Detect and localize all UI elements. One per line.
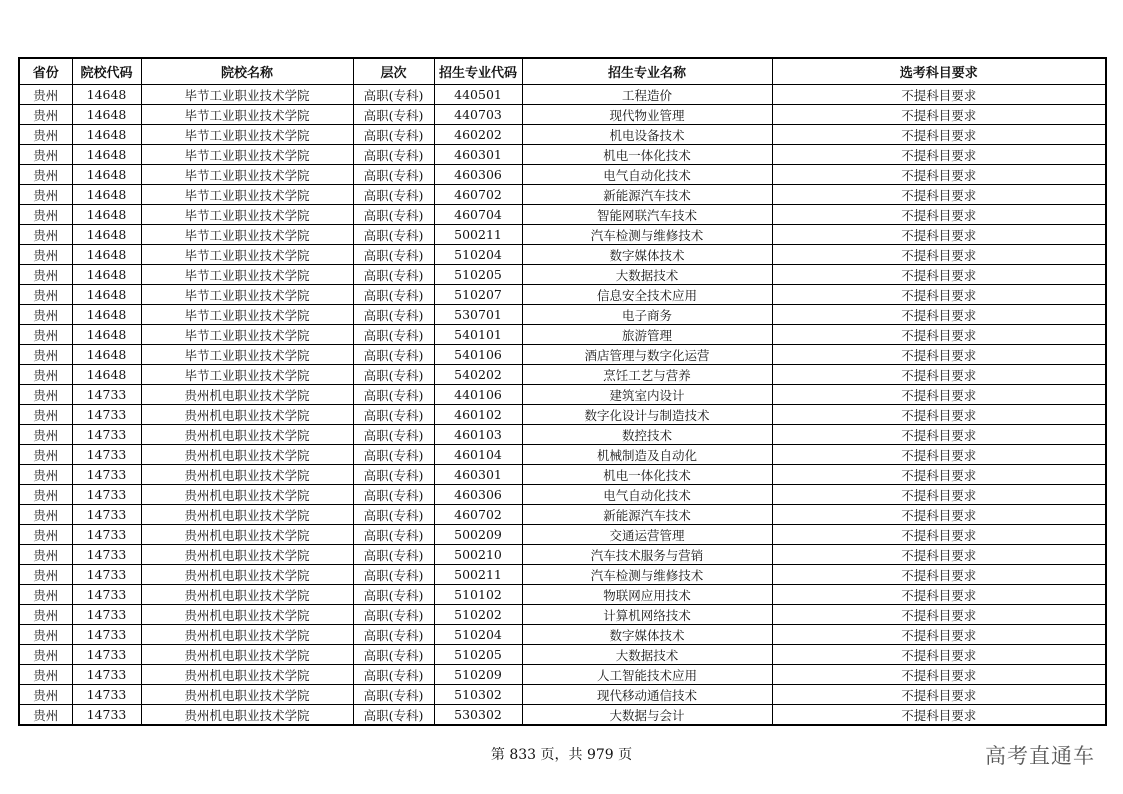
level-cell: 高职(专科)	[353, 85, 434, 105]
school-code-cell: 14648	[72, 105, 141, 125]
school-name-cell: 毕节工业职业技术学院	[141, 125, 353, 145]
school-name-cell: 贵州机电职业技术学院	[141, 685, 353, 705]
table-row	[19, 285, 1106, 305]
major-name-cell: 物联网应用技术	[522, 585, 772, 605]
column-header: 招生专业代码	[434, 58, 522, 85]
province-cell: 贵州	[19, 85, 72, 105]
province-cell: 贵州	[19, 525, 72, 545]
table-row	[19, 325, 1106, 345]
school-code-cell: 14733	[72, 665, 141, 685]
school-name-cell: 毕节工业职业技术学院	[141, 105, 353, 125]
header-row	[19, 58, 1106, 85]
level-cell: 高职(专科)	[353, 245, 434, 265]
province-cell: 贵州	[19, 145, 72, 165]
table-row	[19, 525, 1106, 545]
province-cell: 贵州	[19, 585, 72, 605]
province-cell: 贵州	[19, 565, 72, 585]
school-name-cell: 贵州机电职业技术学院	[141, 645, 353, 665]
subject-requirement-cell: 不提科目要求	[772, 365, 1106, 385]
school-code-cell: 14648	[72, 205, 141, 225]
subject-requirement-cell: 不提科目要求	[772, 385, 1106, 405]
major-code-cell: 510205	[434, 645, 522, 665]
level-cell: 高职(专科)	[353, 345, 434, 365]
subject-requirement-cell: 不提科目要求	[772, 625, 1106, 645]
subject-requirement-cell: 不提科目要求	[772, 165, 1106, 185]
major-name-cell: 大数据与会计	[522, 705, 772, 726]
school-name-cell: 贵州机电职业技术学院	[141, 545, 353, 565]
school-code-cell: 14648	[72, 345, 141, 365]
school-code-cell: 14733	[72, 605, 141, 625]
school-code-cell: 14733	[72, 625, 141, 645]
school-name-cell: 毕节工业职业技术学院	[141, 345, 353, 365]
major-name-cell: 汽车技术服务与营销	[522, 545, 772, 565]
major-name-cell: 电子商务	[522, 305, 772, 325]
level-cell: 高职(专科)	[353, 405, 434, 425]
major-name-cell: 数控技术	[522, 425, 772, 445]
level-cell: 高职(专科)	[353, 325, 434, 345]
table-row	[19, 265, 1106, 285]
table-row	[19, 665, 1106, 685]
major-code-cell: 540202	[434, 365, 522, 385]
school-code-cell: 14648	[72, 125, 141, 145]
subject-requirement-cell: 不提科目要求	[772, 245, 1106, 265]
table-row	[19, 705, 1106, 726]
major-name-cell: 新能源汽车技术	[522, 505, 772, 525]
school-name-cell: 贵州机电职业技术学院	[141, 425, 353, 445]
subject-requirement-cell: 不提科目要求	[772, 645, 1106, 665]
major-name-cell: 电气自动化技术	[522, 165, 772, 185]
school-name-cell: 毕节工业职业技术学院	[141, 165, 353, 185]
column-header: 选考科目要求	[772, 58, 1106, 85]
subject-requirement-cell: 不提科目要求	[772, 485, 1106, 505]
table-row	[19, 505, 1106, 525]
level-cell: 高职(专科)	[353, 225, 434, 245]
subject-requirement-cell: 不提科目要求	[772, 465, 1106, 485]
major-code-cell: 540101	[434, 325, 522, 345]
school-name-cell: 毕节工业职业技术学院	[141, 305, 353, 325]
major-code-cell: 460104	[434, 445, 522, 465]
column-header: 院校代码	[72, 58, 141, 85]
major-code-cell: 500210	[434, 545, 522, 565]
major-code-cell: 460702	[434, 185, 522, 205]
subject-requirement-cell: 不提科目要求	[772, 305, 1106, 325]
table-row	[19, 645, 1106, 665]
table-row	[19, 225, 1106, 245]
school-code-cell: 14733	[72, 405, 141, 425]
major-code-cell: 460102	[434, 405, 522, 425]
level-cell: 高职(专科)	[353, 705, 434, 726]
province-cell: 贵州	[19, 445, 72, 465]
school-code-cell: 14733	[72, 485, 141, 505]
major-name-cell: 烹饪工艺与营养	[522, 365, 772, 385]
major-name-cell: 建筑室内设计	[522, 385, 772, 405]
subject-requirement-cell: 不提科目要求	[772, 145, 1106, 165]
subject-requirement-cell: 不提科目要求	[772, 105, 1106, 125]
province-cell: 贵州	[19, 405, 72, 425]
major-code-cell: 530302	[434, 705, 522, 726]
school-name-cell: 毕节工业职业技术学院	[141, 245, 353, 265]
table-row	[19, 485, 1106, 505]
table-row	[19, 385, 1106, 405]
major-name-cell: 工程造价	[522, 85, 772, 105]
major-code-cell: 530701	[434, 305, 522, 325]
major-name-cell: 机电一体化技术	[522, 465, 772, 485]
province-cell: 贵州	[19, 285, 72, 305]
table-row	[19, 405, 1106, 425]
level-cell: 高职(专科)	[353, 425, 434, 445]
major-code-cell: 510204	[434, 245, 522, 265]
enrollment-table	[18, 57, 1107, 726]
school-code-cell: 14733	[72, 545, 141, 565]
table-row	[19, 125, 1106, 145]
school-code-cell: 14733	[72, 645, 141, 665]
major-name-cell: 交通运营管理	[522, 525, 772, 545]
level-cell: 高职(专科)	[353, 385, 434, 405]
major-name-cell: 机电设备技术	[522, 125, 772, 145]
subject-requirement-cell: 不提科目要求	[772, 405, 1106, 425]
school-code-cell: 14733	[72, 585, 141, 605]
major-code-cell: 460704	[434, 205, 522, 225]
school-name-cell: 贵州机电职业技术学院	[141, 445, 353, 465]
school-name-cell: 贵州机电职业技术学院	[141, 605, 353, 625]
major-name-cell: 数字媒体技术	[522, 245, 772, 265]
major-name-cell: 大数据技术	[522, 645, 772, 665]
table-row	[19, 425, 1106, 445]
school-name-cell: 毕节工业职业技术学院	[141, 285, 353, 305]
level-cell: 高职(专科)	[353, 105, 434, 125]
school-name-cell: 贵州机电职业技术学院	[141, 565, 353, 585]
school-code-cell: 14733	[72, 465, 141, 485]
school-code-cell: 14733	[72, 685, 141, 705]
school-name-cell: 贵州机电职业技术学院	[141, 525, 353, 545]
level-cell: 高职(专科)	[353, 665, 434, 685]
level-cell: 高职(专科)	[353, 265, 434, 285]
major-name-cell: 新能源汽车技术	[522, 185, 772, 205]
school-code-cell: 14648	[72, 225, 141, 245]
school-name-cell: 毕节工业职业技术学院	[141, 145, 353, 165]
subject-requirement-cell: 不提科目要求	[772, 265, 1106, 285]
major-code-cell: 510205	[434, 265, 522, 285]
school-code-cell: 14648	[72, 245, 141, 265]
school-code-cell: 14733	[72, 425, 141, 445]
province-cell: 贵州	[19, 105, 72, 125]
table-row	[19, 185, 1106, 205]
level-cell: 高职(专科)	[353, 485, 434, 505]
province-cell: 贵州	[19, 185, 72, 205]
major-name-cell: 机电一体化技术	[522, 145, 772, 165]
major-code-cell: 460702	[434, 505, 522, 525]
school-code-cell: 14733	[72, 565, 141, 585]
level-cell: 高职(专科)	[353, 185, 434, 205]
level-cell: 高职(专科)	[353, 605, 434, 625]
table-row	[19, 625, 1106, 645]
school-code-cell: 14648	[72, 365, 141, 385]
major-name-cell: 数字化设计与制造技术	[522, 405, 772, 425]
table-row	[19, 305, 1106, 325]
school-name-cell: 毕节工业职业技术学院	[141, 265, 353, 285]
school-code-cell: 14733	[72, 505, 141, 525]
subject-requirement-cell: 不提科目要求	[772, 325, 1106, 345]
province-cell: 贵州	[19, 465, 72, 485]
school-name-cell: 毕节工业职业技术学院	[141, 205, 353, 225]
school-name-cell: 贵州机电职业技术学院	[141, 485, 353, 505]
subject-requirement-cell: 不提科目要求	[772, 345, 1106, 365]
level-cell: 高职(专科)	[353, 165, 434, 185]
school-code-cell: 14648	[72, 325, 141, 345]
table-row	[19, 145, 1106, 165]
table-row	[19, 85, 1106, 105]
school-name-cell: 毕节工业职业技术学院	[141, 365, 353, 385]
major-name-cell: 旅游管理	[522, 325, 772, 345]
province-cell: 贵州	[19, 225, 72, 245]
watermark-logo: 高考直通车	[985, 744, 1095, 768]
school-name-cell: 贵州机电职业技术学院	[141, 465, 353, 485]
table-row	[19, 545, 1106, 565]
subject-requirement-cell: 不提科目要求	[772, 545, 1106, 565]
level-cell: 高职(专科)	[353, 125, 434, 145]
level-cell: 高职(专科)	[353, 445, 434, 465]
level-cell: 高职(专科)	[353, 365, 434, 385]
school-name-cell: 贵州机电职业技术学院	[141, 585, 353, 605]
level-cell: 高职(专科)	[353, 625, 434, 645]
major-code-cell: 460306	[434, 165, 522, 185]
school-code-cell: 14648	[72, 305, 141, 325]
school-name-cell: 毕节工业职业技术学院	[141, 185, 353, 205]
level-cell: 高职(专科)	[353, 285, 434, 305]
province-cell: 贵州	[19, 265, 72, 285]
subject-requirement-cell: 不提科目要求	[772, 665, 1106, 685]
table-row	[19, 165, 1106, 185]
major-name-cell: 大数据技术	[522, 265, 772, 285]
province-cell: 贵州	[19, 705, 72, 726]
level-cell: 高职(专科)	[353, 565, 434, 585]
major-code-cell: 500209	[434, 525, 522, 545]
subject-requirement-cell: 不提科目要求	[772, 425, 1106, 445]
major-code-cell: 460103	[434, 425, 522, 445]
table-row	[19, 465, 1106, 485]
school-name-cell: 贵州机电职业技术学院	[141, 665, 353, 685]
level-cell: 高职(专科)	[353, 205, 434, 225]
major-name-cell: 智能网联汽车技术	[522, 205, 772, 225]
major-name-cell: 数字媒体技术	[522, 625, 772, 645]
province-cell: 贵州	[19, 165, 72, 185]
province-cell: 贵州	[19, 245, 72, 265]
column-header: 层次	[353, 58, 434, 85]
table-row	[19, 365, 1106, 385]
table-row	[19, 105, 1106, 125]
major-name-cell: 现代物业管理	[522, 105, 772, 125]
school-code-cell: 14648	[72, 265, 141, 285]
subject-requirement-cell: 不提科目要求	[772, 205, 1106, 225]
major-code-cell: 510202	[434, 605, 522, 625]
school-name-cell: 贵州机电职业技术学院	[141, 705, 353, 726]
school-code-cell: 14648	[72, 85, 141, 105]
major-code-cell: 460301	[434, 465, 522, 485]
level-cell: 高职(专科)	[353, 525, 434, 545]
major-code-cell: 510302	[434, 685, 522, 705]
subject-requirement-cell: 不提科目要求	[772, 585, 1106, 605]
table-body	[19, 85, 1106, 726]
subject-requirement-cell: 不提科目要求	[772, 565, 1106, 585]
major-name-cell: 计算机网络技术	[522, 605, 772, 625]
province-cell: 贵州	[19, 365, 72, 385]
level-cell: 高职(专科)	[353, 145, 434, 165]
province-cell: 贵州	[19, 605, 72, 625]
province-cell: 贵州	[19, 625, 72, 645]
level-cell: 高职(专科)	[353, 465, 434, 485]
school-code-cell: 14733	[72, 705, 141, 726]
table-row	[19, 245, 1106, 265]
province-cell: 贵州	[19, 485, 72, 505]
table-row	[19, 565, 1106, 585]
level-cell: 高职(专科)	[353, 505, 434, 525]
major-code-cell: 510207	[434, 285, 522, 305]
level-cell: 高职(专科)	[353, 645, 434, 665]
province-cell: 贵州	[19, 645, 72, 665]
school-code-cell: 14648	[72, 145, 141, 165]
column-header: 招生专业名称	[522, 58, 772, 85]
province-cell: 贵州	[19, 305, 72, 325]
subject-requirement-cell: 不提科目要求	[772, 285, 1106, 305]
major-code-cell: 540106	[434, 345, 522, 365]
table-row	[19, 585, 1106, 605]
province-cell: 贵州	[19, 505, 72, 525]
school-name-cell: 贵州机电职业技术学院	[141, 405, 353, 425]
school-name-cell: 贵州机电职业技术学院	[141, 385, 353, 405]
subject-requirement-cell: 不提科目要求	[772, 185, 1106, 205]
major-name-cell: 汽车检测与维修技术	[522, 565, 772, 585]
table-row	[19, 445, 1106, 465]
subject-requirement-cell: 不提科目要求	[772, 705, 1106, 726]
major-code-cell: 460202	[434, 125, 522, 145]
page-number: 第 833 页，共 979 页	[490, 747, 633, 763]
school-code-cell: 14648	[72, 285, 141, 305]
province-cell: 贵州	[19, 325, 72, 345]
province-cell: 贵州	[19, 205, 72, 225]
major-code-cell: 510102	[434, 585, 522, 605]
major-name-cell: 信息安全技术应用	[522, 285, 772, 305]
school-name-cell: 毕节工业职业技术学院	[141, 225, 353, 245]
subject-requirement-cell: 不提科目要求	[772, 225, 1106, 245]
table-row	[19, 345, 1106, 365]
province-cell: 贵州	[19, 685, 72, 705]
level-cell: 高职(专科)	[353, 585, 434, 605]
province-cell: 贵州	[19, 345, 72, 365]
subject-requirement-cell: 不提科目要求	[772, 605, 1106, 625]
major-code-cell: 440703	[434, 105, 522, 125]
major-code-cell: 460306	[434, 485, 522, 505]
province-cell: 贵州	[19, 125, 72, 145]
column-header: 省份	[19, 58, 72, 85]
subject-requirement-cell: 不提科目要求	[772, 125, 1106, 145]
school-code-cell: 14733	[72, 385, 141, 405]
school-name-cell: 贵州机电职业技术学院	[141, 505, 353, 525]
subject-requirement-cell: 不提科目要求	[772, 445, 1106, 465]
major-name-cell: 现代移动通信技术	[522, 685, 772, 705]
subject-requirement-cell: 不提科目要求	[772, 525, 1106, 545]
major-name-cell: 电气自动化技术	[522, 485, 772, 505]
school-code-cell: 14733	[72, 525, 141, 545]
table-row	[19, 685, 1106, 705]
province-cell: 贵州	[19, 425, 72, 445]
column-header: 院校名称	[141, 58, 353, 85]
school-code-cell: 14648	[72, 185, 141, 205]
major-code-cell: 440501	[434, 85, 522, 105]
subject-requirement-cell: 不提科目要求	[772, 505, 1106, 525]
school-name-cell: 毕节工业职业技术学院	[141, 85, 353, 105]
major-code-cell: 500211	[434, 225, 522, 245]
major-code-cell: 500211	[434, 565, 522, 585]
table-row	[19, 205, 1106, 225]
major-name-cell: 人工智能技术应用	[522, 665, 772, 685]
school-code-cell: 14733	[72, 445, 141, 465]
province-cell: 贵州	[19, 385, 72, 405]
level-cell: 高职(专科)	[353, 545, 434, 565]
subject-requirement-cell: 不提科目要求	[772, 85, 1106, 105]
school-code-cell: 14648	[72, 165, 141, 185]
level-cell: 高职(专科)	[353, 685, 434, 705]
province-cell: 贵州	[19, 665, 72, 685]
level-cell: 高职(专科)	[353, 305, 434, 325]
province-cell: 贵州	[19, 545, 72, 565]
major-code-cell: 510204	[434, 625, 522, 645]
school-name-cell: 贵州机电职业技术学院	[141, 625, 353, 645]
major-name-cell: 酒店管理与数字化运营	[522, 345, 772, 365]
subject-requirement-cell: 不提科目要求	[772, 685, 1106, 705]
major-name-cell: 汽车检测与维修技术	[522, 225, 772, 245]
table-row	[19, 605, 1106, 625]
major-name-cell: 机械制造及自动化	[522, 445, 772, 465]
major-code-cell: 510209	[434, 665, 522, 685]
school-name-cell: 毕节工业职业技术学院	[141, 325, 353, 345]
major-code-cell: 440106	[434, 385, 522, 405]
major-code-cell: 460301	[434, 145, 522, 165]
